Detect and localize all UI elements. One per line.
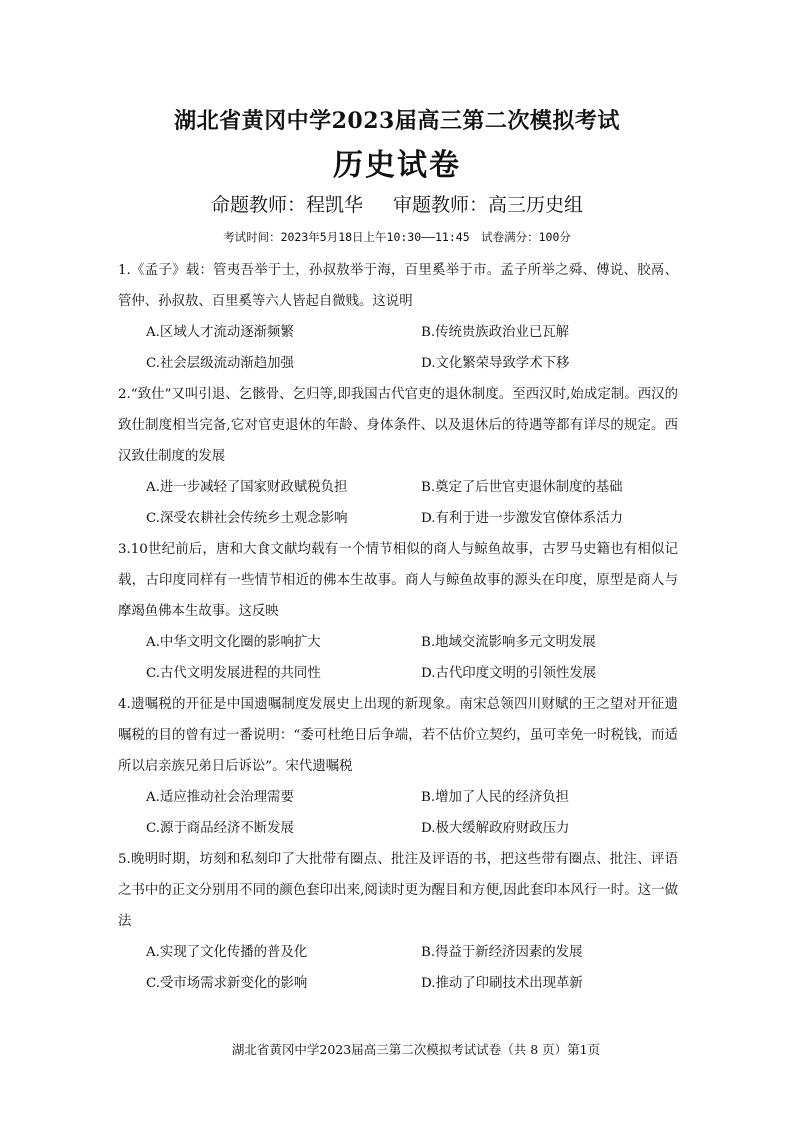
option-row <box>118 937 678 968</box>
question-stem: 5.晚明时期，坊刻和私刻印了大批带有圈点、批注及评语的书，把这些带有圈点、批注、评语之书中的正文分别用不同的颜色套印出来,阅读时更为醒目和方便,因此套印本风行一时。这一做法 <box>118 852 678 929</box>
option-row <box>118 317 678 348</box>
question-2 <box>118 379 678 534</box>
option-d: D.文化繁荣导致学术下移 <box>421 356 570 371</box>
questions-section <box>118 255 678 999</box>
option-a: A.实现了文化传播的普及化 <box>146 945 308 960</box>
question-3 <box>118 534 678 689</box>
option-c: C.受市场需求新变化的影响 <box>146 976 308 991</box>
option-a: A.适应推动社会治理需要 <box>146 790 294 805</box>
option-a: A.区域人才流动逐渐频繁 <box>146 325 294 340</box>
option-b: B.得益于新经济因素的发展 <box>421 945 583 960</box>
option-row <box>118 503 678 534</box>
question-1 <box>118 255 678 379</box>
option-row <box>118 627 678 658</box>
option-row <box>118 658 678 689</box>
option-c: C.深受农耕社会传统乡土观念影响 <box>146 511 348 526</box>
option-b: B.地域交流影响多元文明发展 <box>421 635 596 650</box>
option-b: B.传统贵族政治业已瓦解 <box>421 325 570 340</box>
option-a: A.进一步减轻了国家财政赋税负担 <box>146 480 348 495</box>
question-stem: 4.遗嘱税的开征是中国遗嘱制度发展史上出现的新现象。南宋总领四川财赋的王之望对开征遗嘱税的目的曾有过一番说明：“委可杜绝日后争端，若不估价立契约，虽可幸免一时税钱，而适所以启亲族兄弟日后诉讼”。宋代遗嘱税 <box>118 697 678 774</box>
option-row <box>118 348 678 379</box>
option-c: C.古代文明发展进程的共同性 <box>146 666 321 681</box>
exam-subject-title: 历史试卷 <box>333 148 461 183</box>
question-stem: 1.《孟子》载：管夷吾举于士，孙叔敖举于海，百里奚举于市。孟子所举之舜、傅说、胶鬲、管仲、孙叔敖、百里奚等六人皆起自微贱。这说明 <box>118 263 678 309</box>
option-a: A.中华文明文化圈的影响扩大 <box>146 635 321 650</box>
question-stem: 2.“致仕”又叫引退、乞骸骨、乞归等,即我国古代官吏的退休制度。至西汉时,始成定制。西汉的致仕制度相当完备,它对官吏退休的年龄、身体条件、以及退休后的待遇等都有详尽的规定。西汉致仕制度的发展 <box>118 387 678 464</box>
question-stem: 3.10世纪前后，唐和大食文献均载有一个情节相似的商人与鲸鱼故事，古罗马史籍也有相似记载，古印度同样有一些情节相近的佛本生故事。商人与鲸鱼故事的源头在印度，原型是商人与摩竭鱼佛本生故事。这反映 <box>118 542 678 619</box>
option-c: C.社会层级流动渐趋加强 <box>146 356 294 371</box>
exam-info: 考试时间：2023年5月18日上午10:30——11:45 试卷满分：100分 <box>223 230 571 244</box>
option-c: C.源于商品经济不断发展 <box>146 821 294 836</box>
option-d: D.古代印度文明的引领性发展 <box>421 666 597 681</box>
option-row <box>118 472 678 503</box>
exam-title: 湖北省黄冈中学2023届高三第二次模拟考试 <box>174 108 620 134</box>
page-footer: 湖北省黄冈中学2023届高三第二次模拟考试试卷（共 8 页）第1页 <box>231 1042 601 1057</box>
option-d: D.极大缓解政府财政压力 <box>421 821 570 836</box>
option-row <box>118 968 678 999</box>
option-b: B.增加了人民的经济负担 <box>421 790 570 805</box>
option-row <box>118 813 678 844</box>
option-b: B.奠定了后世官吏退休制度的基础 <box>421 480 623 495</box>
reviewer-label: 审题教师：高三历史组 <box>393 194 584 216</box>
question-5 <box>118 844 678 999</box>
author-label: 命题教师：程凯华 <box>210 194 363 216</box>
authors-line <box>0 190 794 217</box>
option-d: D.有利于进一步激发官僚体系活力 <box>421 511 623 526</box>
option-row <box>118 782 678 813</box>
question-4 <box>118 689 678 844</box>
option-d: D.推动了印刷技术出现革新 <box>421 976 583 991</box>
